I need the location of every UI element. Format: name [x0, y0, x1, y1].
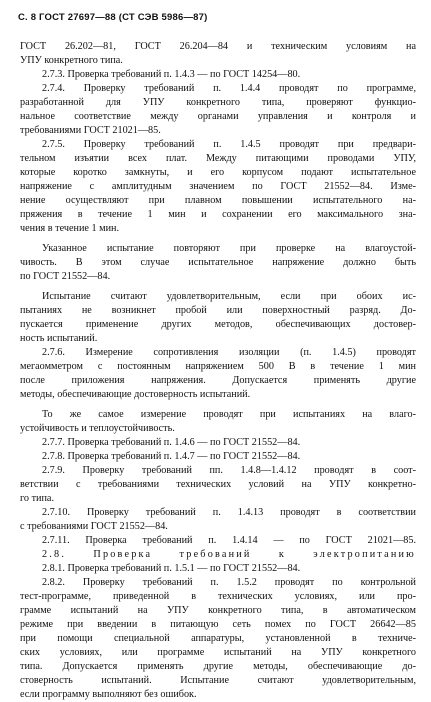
text-line: после приложения напряжения. Допускается применять другие — [20, 375, 416, 386]
text-line: методы, обеспечивающие достоверность испытаний. — [20, 389, 251, 400]
text-line: которые коротко замкнуты, и его корпусом подают испытательное — [20, 167, 416, 178]
text-line: 2.7.7. Проверка требований п. 1.4.6 — по ГОСТ 21552—84. — [42, 437, 301, 448]
text-line: разработанной для УПУ конкретного типа, проверяют функцио- — [20, 97, 416, 108]
text-line: тест-программе, приведенной в технических условиях, или про- — [20, 591, 416, 602]
page-header: С. 8 ГОСТ 27697—88 (СТ СЭВ 5986—87) — [18, 12, 208, 23]
text-line: типа. Допускается применять другие методы, обеспечивающие до- — [20, 661, 416, 672]
text-line: 2.7.5. Проверку требований п. 1.4.5 проводят при предвари- — [42, 139, 416, 150]
text-line: 2.7.9. Проверку требований пп. 1.4.8—1.4.12 проводят в соот- — [42, 465, 416, 476]
text-line: грамме испытаний на УПУ конкретного типа, в автоматическом — [20, 605, 416, 616]
text-line: 2.7.3. Проверка требований п. 1.4.3 — по ГОСТ 14254—80. — [42, 69, 301, 80]
text-line: 2.8.1. Проверка требований п. 1.5.1 — по ГОСТ 21552—84. — [42, 563, 301, 574]
text-line: ность испытаний. — [20, 333, 98, 344]
text-line: по ГОСТ 21552—84. — [20, 271, 111, 282]
text-line: устойчивость и теплоустойчивость. — [20, 423, 175, 434]
text-line: ГОСТ 26.202—81, ГОСТ 26.204—84 и техническим условиям на — [20, 41, 416, 52]
text-line: с требованиями ГОСТ 21552—84. — [20, 521, 168, 532]
text-line: если программу выполняют без ошибок. — [20, 689, 197, 700]
text-line: 2.7.10. Проверку требований п. 1.4.13 проводят в соответствии — [42, 507, 416, 518]
text-line: нение осуществляют при плавном повышении испытательного на- — [20, 195, 416, 206]
text-line: Указанное испытание повторяют при проверке на влагоустой- — [42, 243, 416, 254]
body-text — [20, 40, 416, 702]
text-line: требованиями ГОСТ 21021—85. — [20, 125, 161, 136]
text-line: 2.7.11. Проверка требований п. 1.4.14 — по ГОСТ 21021—85. — [42, 535, 416, 546]
text-line: при помощи специальной аппаратуры, установленной в техниче- — [20, 633, 416, 644]
text-line: стоверность испытаний. Испытание считают удовлетворительным, — [20, 675, 416, 686]
text-line: УПУ конкретного типа. — [20, 55, 123, 66]
text-line: ских условиях, или программе испытаний на УПУ конкретного — [20, 647, 416, 658]
text-line: пускается применение других методов, обеспечивающих достовер- — [20, 319, 416, 330]
text-line: пытаниях не возникнет пробой или поверхностный разряд. До- — [20, 305, 416, 316]
text-line: нальное соответствие между органами управления и контроля и — [20, 111, 416, 122]
text-line: ветствии с требованиями технических условий на УПУ конкретно- — [20, 479, 416, 490]
text-line: го типа. — [20, 493, 54, 504]
text-line: 2.7.4. Проверку требований п. 1.4.4 проводят по программе, — [42, 83, 416, 94]
text-line: 2.8.2. Проверку требований п. 1.5.2 проводят по контрольной — [42, 577, 416, 588]
text-line: чивость. В этом случае испытательное напряжение должно быть — [20, 257, 416, 268]
text-line: 2.7.6. Измерение сопротивления изоляции (п. 1.4.5) проводят — [42, 347, 416, 358]
text-line: 2.7.8. Проверка требований п. 1.4.7 — по ГОСТ 21552—84. — [42, 451, 301, 462]
text-line: пряжения в течение 1 мин и сохранении его максимального зна- — [20, 209, 416, 220]
text-line: мегаомметром с постоянным напряжением 500 В в течение 1 мин — [20, 361, 416, 372]
text-line: То же самое измерение проводят при испытаниях на влаго- — [42, 409, 416, 420]
text-line: 2.8. Проверка требований к электропитанию — [42, 549, 416, 560]
text-line: чения в течение 1 мин. — [20, 223, 120, 234]
text-line: напряжение с амплитудным значением по ГОСТ 21552—84. Изме- — [20, 181, 416, 192]
text-line: тельном изъятии всех плат. Между питающими проводами УПУ, — [20, 153, 416, 164]
text-line: режиме при введении в питающую сеть помех по ГОСТ 26642—85 — [20, 619, 416, 630]
text-line: Испытание считают удовлетворительным, если при обоих ис- — [42, 291, 416, 302]
